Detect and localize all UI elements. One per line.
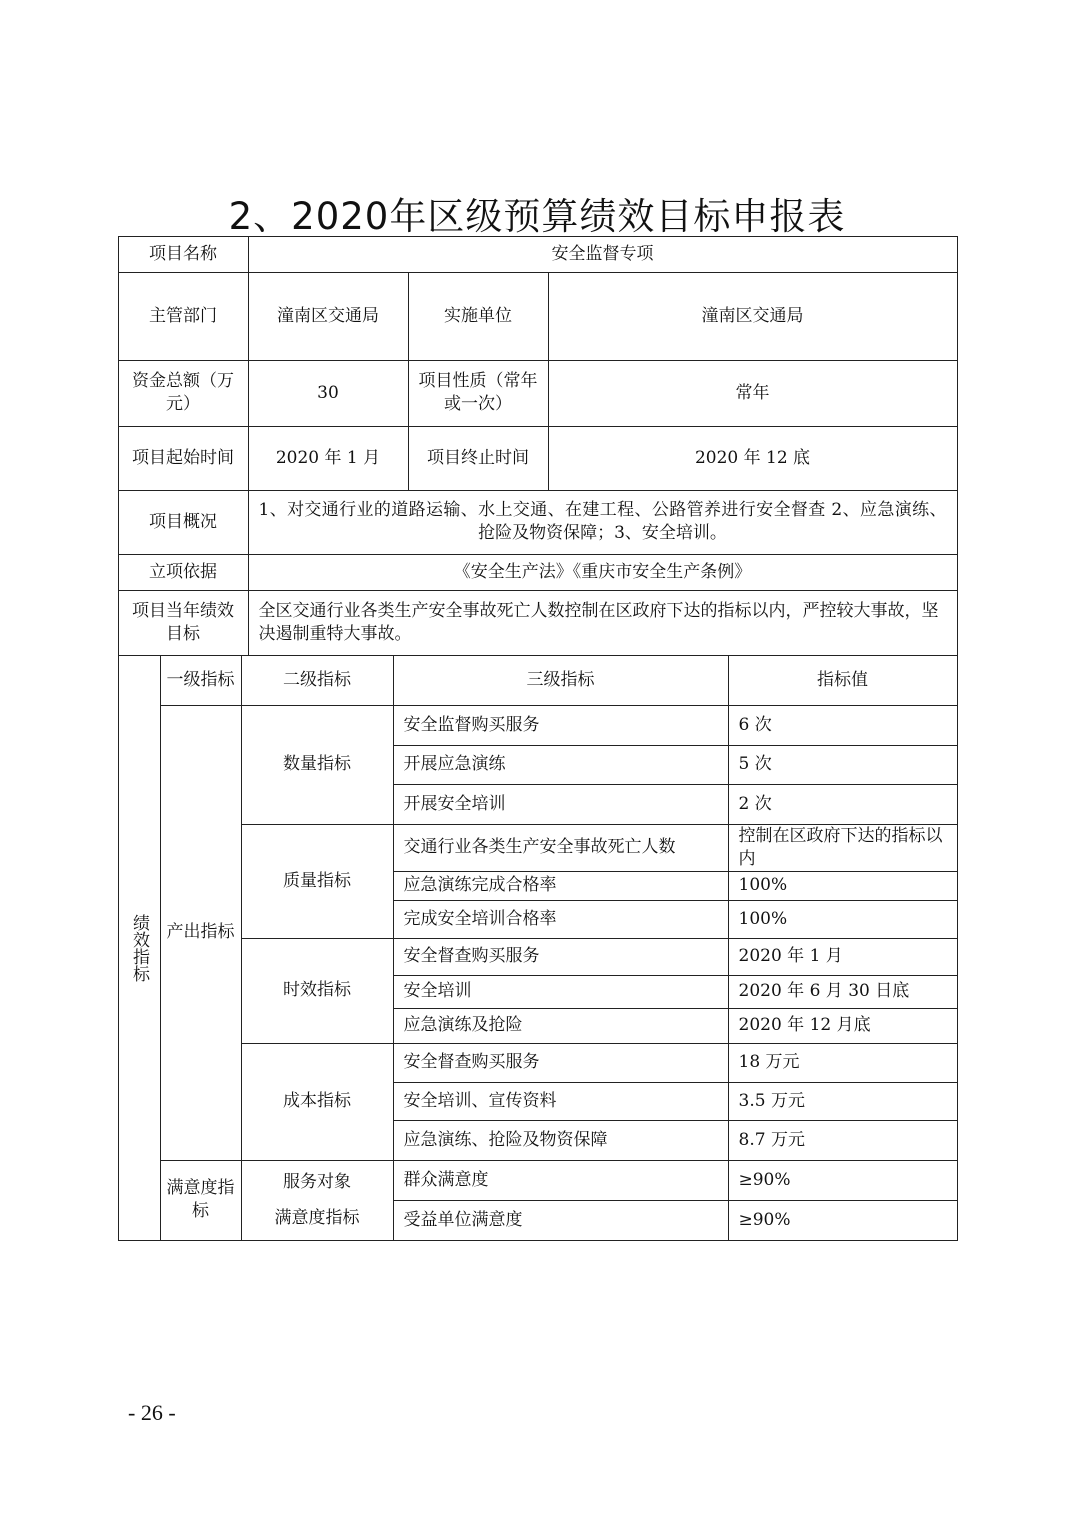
indicator-value: 控制在区政府下达的指标以内 <box>728 824 958 872</box>
label-impl: 实施单位 <box>408 272 549 361</box>
page-title: 2、2020年区级预算绩效目标申报表 <box>228 195 846 238</box>
indicator-item: 应急演练完成合格率 <box>393 871 729 901</box>
indicator-value: 100% <box>728 900 958 939</box>
indicator-item: 安全督查购买服务 <box>393 1043 729 1083</box>
indicator-item: 交通行业各类生产安全事故死亡人数 <box>393 824 729 872</box>
label-start: 项目起始时间 <box>118 426 249 491</box>
group-label: 质量指标 <box>241 824 394 939</box>
indicator-value: ≥90% <box>728 1200 958 1241</box>
project-name-value: 安全监督专项 <box>248 236 958 273</box>
label-goal: 项目当年绩效目标 <box>118 590 249 656</box>
label-dept: 主管部门 <box>118 272 249 361</box>
indicator-value: 18 万元 <box>728 1043 958 1083</box>
indicator-item: 安全监督购买服务 <box>393 705 729 746</box>
header-cell: 指标值 <box>728 655 958 706</box>
goal-value: 全区交通行业各类生产安全事故死亡人数控制在区政府下达的指标以内，严控较大事故，坚决遏制重特大事故。 <box>248 590 958 656</box>
indicator-value: 2020 年 1 月 <box>728 938 958 976</box>
overview-value: 1、对交通行业的道路运输、水上交通、在建工程、公路管养进行安全督查 2、应急演练、抢险及物资保障；3、安全培训。 <box>248 490 958 555</box>
indicator-item: 开展安全培训 <box>393 784 729 825</box>
indicator-item: 受益单位满意度 <box>393 1200 729 1241</box>
label-funds: 资金总额（万元） <box>118 360 249 427</box>
indicator-item: 应急演练、抢险及物资保障 <box>393 1120 729 1161</box>
header-cell: 一级指标 <box>160 655 242 706</box>
indicator-item: 开展应急演练 <box>393 745 729 785</box>
impl-value: 潼南区交通局 <box>548 272 958 361</box>
indicator-value: 6 次 <box>728 705 958 746</box>
indicator-item: 安全培训、宣传资料 <box>393 1082 729 1121</box>
indicator-item: 应急演练及抢险 <box>393 1008 729 1044</box>
satisfaction-label: 满意度指标 <box>160 1160 242 1241</box>
indicator-value: 2 次 <box>728 784 958 825</box>
indicator-value: 100% <box>728 871 958 901</box>
indicator-value: 3.5 万元 <box>728 1082 958 1121</box>
indicator-value: 5 次 <box>728 745 958 785</box>
label-project-name: 项目名称 <box>118 236 249 273</box>
nature-value: 常年 <box>548 360 958 427</box>
group-label: 成本指标 <box>241 1043 394 1161</box>
indicator-value: 2020 年 6 月 30 日底 <box>728 975 958 1009</box>
funds-value: 30 <box>248 360 409 427</box>
page-number: - 26 - <box>128 1400 176 1425</box>
indicator-item: 群众满意度 <box>393 1160 729 1201</box>
end-value: 2020 年 12 底 <box>548 426 958 491</box>
satisfaction-sub-label: 服务对象 满意度指标 <box>241 1160 394 1241</box>
header-cell: 二级指标 <box>241 655 394 706</box>
indicator-item: 安全督查购买服务 <box>393 938 729 976</box>
indicator-value: 2020 年 12 月底 <box>728 1008 958 1044</box>
group-label: 数量指标 <box>241 705 394 825</box>
basis-value: 《安全生产法》《重庆市安全生产条例》 <box>248 554 958 591</box>
label-nature: 项目性质（常年或一次） <box>408 360 549 427</box>
indicator-value: 8.7 万元 <box>728 1120 958 1161</box>
label-end: 项目终止时间 <box>408 426 549 491</box>
indicator-value: ≥90% <box>728 1160 958 1201</box>
indicator-item: 完成安全培训合格率 <box>393 900 729 939</box>
dept-value: 潼南区交通局 <box>248 272 409 361</box>
output-indicators-label: 产出指标 <box>160 705 242 1161</box>
group-label: 时效指标 <box>241 938 394 1044</box>
indicator-item: 安全培训 <box>393 975 729 1009</box>
label-overview: 项目概况 <box>118 490 249 555</box>
header-cell: 三级指标 <box>393 655 729 706</box>
label-basis: 立项依据 <box>118 554 249 591</box>
start-value: 2020 年 1 月 <box>248 426 409 491</box>
section-performance-indicators: 绩效指标 <box>118 655 161 1241</box>
